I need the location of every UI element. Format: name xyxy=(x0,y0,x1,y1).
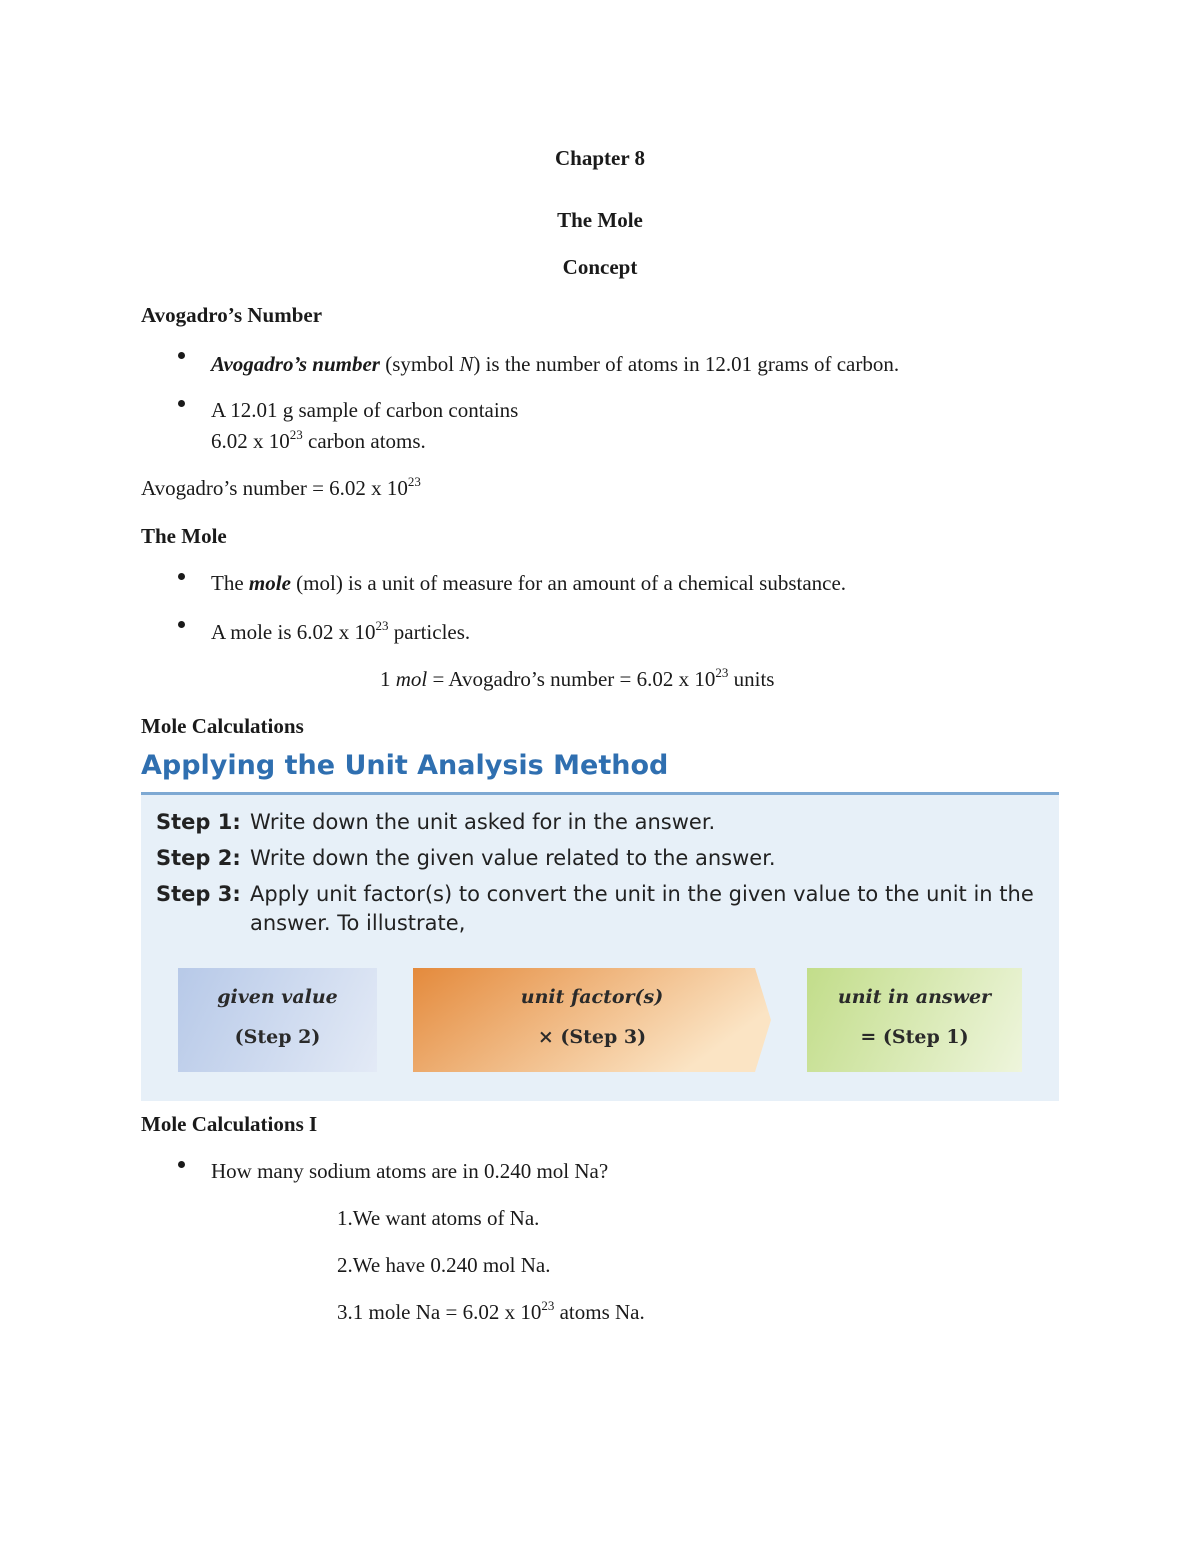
figure-step-2: Step 2: Write down the given value related to the answer. xyxy=(156,846,776,870)
figure-step-3: Step 3: Apply unit factor(s) to convert the unit in the given value to the unit in the xyxy=(156,882,1034,906)
avogadro-bullet-2-line-1: A 12.01 g sample of carbon contains xyxy=(211,398,519,422)
panel-factor-title: unit factor(s) xyxy=(520,986,664,1008)
term-mole: mole xyxy=(248,571,291,595)
panel-unit-factor-arrow xyxy=(413,968,771,1072)
bullet-dot xyxy=(178,573,185,580)
page-subtitle: Concept xyxy=(562,255,638,279)
bullet-dot xyxy=(178,621,185,628)
panel-unit-factor xyxy=(413,968,771,1072)
bullet-dot xyxy=(178,352,185,359)
figure-title: Applying the Unit Analysis Method xyxy=(141,750,669,781)
avogadro-bullet-1: Avogadro’s number (symbol N) is the number of atoms in 12.01 grams of carbon. xyxy=(211,352,900,376)
section-heading-mole-calculations-1: Mole Calculations I xyxy=(141,1112,318,1136)
avogadro-equation: Avogadro’s number = 6.02 x $10^{23}$ xyxy=(141,474,421,500)
section-heading-mole-calculations: Mole Calculations xyxy=(141,714,304,738)
section-heading-avogadro: Avogadro’s Number xyxy=(141,303,323,327)
mole-calc-question: How many sodium atoms are in 0.240 mol Na? xyxy=(211,1159,609,1183)
avogadro-bullet-2-line-2: 6.02 x $10^{23}$ carbon atoms. xyxy=(211,427,426,453)
chapter-heading: Chapter 8 xyxy=(554,146,646,170)
panel-unit-in-answer xyxy=(807,968,1022,1072)
figure-step-1: Step 1: Write down the unit asked for in the answer. xyxy=(156,810,716,834)
mole-calc-step-2: 2.We have 0.240 mol Na. xyxy=(337,1253,551,1277)
panel-answer-title: unit in answer xyxy=(837,986,992,1008)
panel-factor-step: × (Step 3) xyxy=(537,1026,647,1048)
mole-calc-step-1: 1.We want atoms of Na. xyxy=(337,1206,540,1230)
panel-given-value xyxy=(178,968,377,1072)
mole-bullet-2: A mole is 6.02 x $10^{23}$ particles. xyxy=(211,618,471,644)
panel-given-step: (Step 2) xyxy=(234,1026,321,1048)
section-heading-mole: The Mole xyxy=(141,524,227,548)
panel-answer-step: = (Step 1) xyxy=(860,1026,969,1048)
mole-equation: 1 mol = Avogadro’s number = 6.02 x $10^{23}$ units xyxy=(380,665,775,691)
page-title: The Mole xyxy=(557,208,643,232)
bullet-dot xyxy=(178,400,185,407)
term-avogadro-number: Avogadro’s number xyxy=(211,352,380,376)
mole-calc-step-3: 3.1 mole Na = 6.02 x $10^{23}$ atoms Na. xyxy=(337,1298,645,1324)
mole-bullet-1: The mole (mol) is a unit of measure for an amount of a chemical substance. xyxy=(211,571,847,595)
panel-given-title: given value xyxy=(217,986,338,1008)
figure-step-3-continued: answer. To illustrate, xyxy=(250,911,466,935)
bullet-dot xyxy=(178,1161,185,1168)
